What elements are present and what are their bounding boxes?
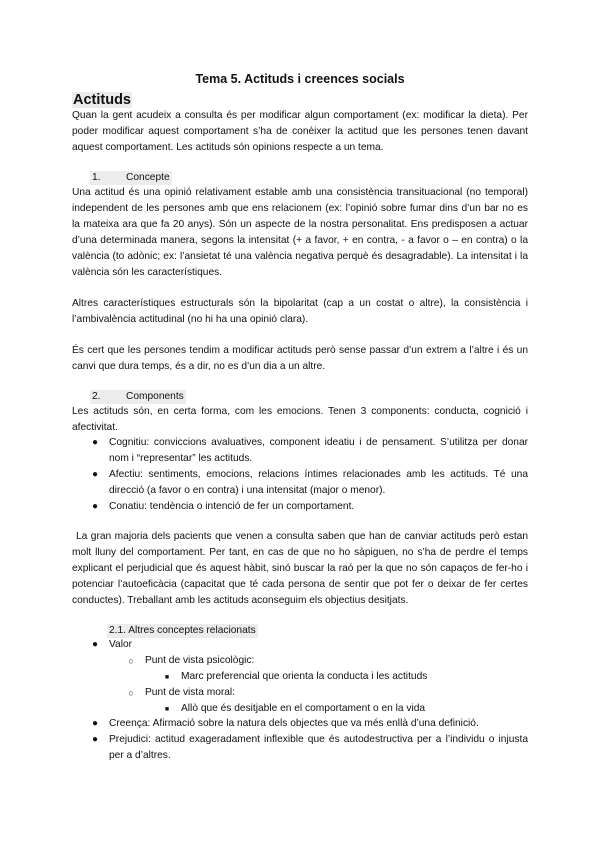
patients-paragraph: La gran majoria dels pacients que venen a consulta saben que han de canviar actituds però estan molt lluny del comportament. Per tant, en cas de que no ho sàpiguen, no s’ha de perdre el temps explicant el perjudicial que és aquest hàbit, sinó buscar la raó per la que no són capaços de fer-ho i potenciar l’autoeficàcia (capacitat que té cada persona de sentir que pot fer o deixar de fer certes conductes). Treballant amb les actituds aconseguim els objectius desitjats. <box>72 531 528 607</box>
list-item-psicologic-def <box>164 669 528 685</box>
subheading-number: 2. <box>92 391 101 402</box>
list-item-creenca <box>91 716 528 732</box>
circle-bullet-icon: ○ <box>128 656 134 666</box>
list-item-text: : sentiments, emocions, relacions íntimes relacionades amb les actituds. Té una direcció (a favor o en contra) i una intensitat (major o menor). <box>109 469 528 497</box>
list-item-term: Conatiu <box>109 501 145 512</box>
intro-paragraph: Quan la gent acudeix a consulta és per modificar algun comportament (ex: modificar la dieta). Per poder modificar aquest comportament s’ha de conèixer la actitud que les persones tenen davant aquest comportament. Les actituds són opinions respecte a un tema. <box>72 110 528 154</box>
subheading-label: Concepte <box>126 172 170 183</box>
bullet-icon: ● <box>91 718 99 729</box>
square-bullet-icon: ■ <box>164 674 170 681</box>
list-item-afectiu <box>91 467 528 499</box>
list-item-text: : conviccions avaluatives, component ideatiu i de pensament. S’utilitza per donar nom i “representar” les actituds. <box>109 437 528 465</box>
concept-paragraph-3: És cert que les persones tendim a modificar actituds però sense passar d’un extrem a l’altre i és un canvi que dura temps, és a dir, no es d’un dia a un altre. <box>72 345 528 373</box>
list-item-text: : Afirmació sobre la natura dels objectes que va més enllà d’una definició. <box>147 718 479 729</box>
bullet-icon: ● <box>91 437 99 448</box>
subheading-concepte <box>90 171 172 185</box>
subheading-number: 1. <box>92 172 101 183</box>
list-item-label: Punt de vista psicològic: <box>145 655 255 666</box>
list-item-moral-def <box>164 701 528 717</box>
list-item-term: Afectiu <box>109 469 141 480</box>
list-item-cognitiu <box>91 435 528 467</box>
list-item-label: Punt de vista moral: <box>145 687 236 698</box>
bullet-icon: ● <box>91 469 99 480</box>
square-bullet-icon: ■ <box>164 706 170 713</box>
list-item-moral <box>128 685 528 701</box>
circle-bullet-icon: ○ <box>128 688 134 698</box>
subheading-altres-conceptes: 2.1. Altres conceptes relacionats <box>109 625 256 636</box>
list-item-conatiu <box>91 499 528 515</box>
list-item-term: Valor <box>109 639 133 650</box>
list-item-text: Marc preferencial que orienta la conducta i les actituds <box>181 671 428 682</box>
list-item-valor <box>91 637 528 653</box>
list-item-text: : actitud exageradament inflexible que és autodestructiva per a l’individu o injusta per a d’altres. <box>109 734 528 762</box>
concept-paragraph-1: Una actitud és una opinió relativament estable amb una consistència transituacional (no temporal) independent de les persones amb que ens relacionem (ex: l’opinió sobre fumar dins d’un bar no es la mateixa ara que fa 20 anys). Són un aspecte de la nostra personalitat. Ens predisposen a actuar d’una determinada manera, segons la intensitat (+ a favor, + en contra, - a favor o – en contra) o la valència (to adònic; ex: l’ansietat té una valència negativa perquè és desagradable). La intensitat i la valència són les característiques. <box>72 187 528 279</box>
section-heading-actituds: Actituds <box>73 92 131 108</box>
list-item-term: Creença <box>109 718 148 729</box>
subheading-label: Components <box>126 391 184 402</box>
components-intro-paragraph: Les actituds són, en certa forma, com les emocions. Tenen 3 components: conducta, cognició i afectivitat. <box>72 406 528 434</box>
list-item-text: Allò que és desitjable en el comportament o en la vida <box>181 703 426 714</box>
subheading-components <box>90 390 186 404</box>
list-item-text: : tendència o intenció de fer un comportament. <box>144 501 355 512</box>
bullet-icon: ● <box>91 734 99 745</box>
bullet-icon: ● <box>91 501 99 512</box>
concept-paragraph-2: Altres característiques estructurals són la bipolaritat (cap a un costat o altre), la consistència i l’ambivalència actitudinal (no hi ha una opinió clara). <box>72 298 528 326</box>
bullet-icon: ● <box>91 639 99 650</box>
document-title: Tema 5. Actituds i creences socials <box>195 72 405 86</box>
list-item-prejudici <box>91 732 528 764</box>
list-item-term: Prejudici <box>109 734 149 745</box>
list-item-psicologic <box>128 653 528 669</box>
list-item-term: Cognitiu <box>109 437 147 448</box>
